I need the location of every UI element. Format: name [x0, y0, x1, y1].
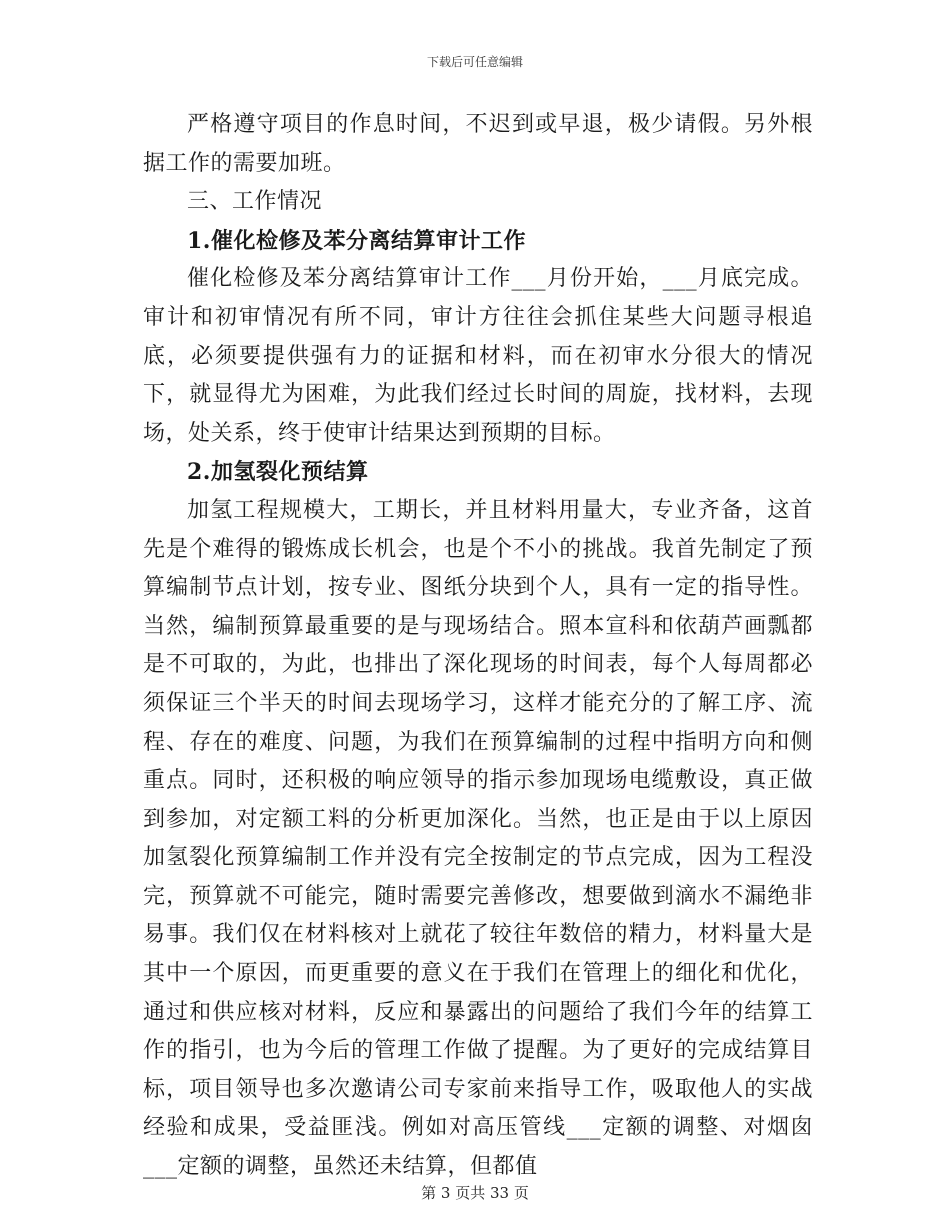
section-heading-work-status: 三、工作情况 — [187, 189, 323, 215]
paragraph-attendance: 严格遵守项目的作息时间，不迟到或早退，极少请假。另外根据工作的需要加班。 — [143, 112, 813, 176]
subheading-hydrocracking-budget: 2.加氢裂化预结算 — [187, 459, 369, 486]
page-header: 下载后可任意编辑 — [426, 55, 523, 69]
paragraph-hydrocracking-budget: 加氢工程规模大，工期长，并且材料用量大，专业齐备，这首先是个难得的锻炼成长机会，也是个不小的挑战。我首先制定了预算编制节点计划，按专业、图纸分块到个人，具有一定的指导性。当然，编制预算最重要的是与现场结合。照本宣科和依葫芦画瓢都是不可取的，为此，也排出了深化现场的时间表，每个人每周都必须保证三个半天的时间去现场学习，这样才能充分的了解工序、流程、存在的难度、问题，为我们在预算编制的过程中指明方向和侧重点。同时，还积极的响应领导的指示参加现场电缆敷设，真正做到参加，对定额工料的分析更加深化。当然，也正是由于以上原因加氢裂化预算编制工作并没有完全按制定的节点完成，因为工程没完，预算就不可能完，随时需要完善修改，想要做到滴水不漏绝非易事。我们仅在材料核对上就花了较往年数倍的精力，材料量大是其中一个原因，而更重要的意义在于我们在管理上的细化和优化，通过和供应核对材料，反应和暴露出的问题给了我们今年的结算工作的指引，也为今后的管理工作做了提醒。为了更好的完成结算目标，项目领导也多次邀请公司专家前来指导工作，吸取他人的实战经验和成果，受益匪浅。例如对高压管线___定额的调整、对烟囱___定额的调整，虽然还未结算，但都值 — [143, 497, 813, 1180]
subheading-catalytic-audit: 1.催化检修及苯分离结算审计工作 — [187, 227, 526, 254]
paragraph-catalytic-audit: 催化检修及苯分离结算审计工作___月份开始，___月底完成。审计和初审情况有所不同，审计方往往会抓住某些大问题寻根追底，必须要提供强有力的证据和材料，而在初审水分很大的情况下，就显得尤为困难，为此我们经过长时间的周旋，找材料，去现场，处关系，终于使审计结果达到预期的目标。 — [143, 266, 813, 446]
document-body — [143, 106, 813, 1187]
page-footer: 第 3 页共 33 页 — [421, 1184, 529, 1202]
